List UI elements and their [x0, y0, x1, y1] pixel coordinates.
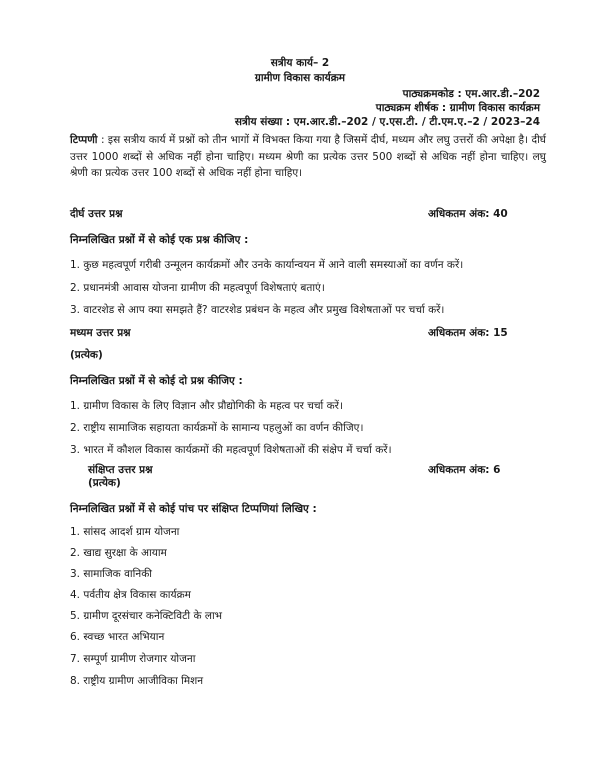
course-title: पाठ्यक्रम शीर्षक : ग्रामीण विकास कार्यक्रम	[375, 102, 540, 114]
note-paragraph	[70, 132, 546, 182]
medium-section-title: मध्यम उत्तर प्रश्न	[70, 327, 131, 339]
long-section-instruction: निम्नलिखित प्रश्नों में से कोई एक प्रश्न कीजिए :	[70, 234, 249, 246]
long-question-2: 2. प्रधानमंत्री आवास योजना ग्रामीण की महत्वपूर्ण विशेषताएं बताएं।	[70, 282, 325, 294]
assignment-heading: सत्रीय कार्य– 2	[270, 57, 330, 69]
medium-section-marks: अधिकतम अंक: 15	[428, 327, 508, 339]
short-section-title: संक्षिप्त उत्तर प्रश्न	[88, 464, 153, 476]
medium-section-instruction: निम्नलिखित प्रश्नों में से कोई दो प्रश्न कीजिए :	[70, 375, 243, 387]
short-section-each: (प्रत्येक)	[88, 477, 121, 489]
short-question-4: 4. पर्वतीय क्षेत्र विकास कार्यक्रम	[70, 589, 191, 601]
program-title: ग्रामीण विकास कार्यक्रम	[254, 72, 346, 84]
short-question-5: 5. ग्रामीण दूरसंचार कनेक्टिविटी के लाभ	[70, 610, 223, 622]
short-question-7: 7. सम्पूर्ण ग्रामीण रोजगार योजना	[70, 653, 196, 665]
medium-section-each: (प्रत्येक)	[70, 349, 103, 361]
medium-question-3: 3. भारत में कौशल विकास कार्यक्रमों की महत्वपूर्ण विशेषताओं की संक्षेप में चर्चा करें।	[70, 444, 392, 456]
short-question-3: 3. सामाजिक वानिकी	[70, 568, 152, 580]
short-question-2: 2. खाद्य सुरक्षा के आयाम	[70, 547, 167, 559]
short-question-6: 6. स्वच्छ भारत अभियान	[70, 631, 165, 643]
note-text: : इस सत्रीय कार्य में प्रश्नों को तीन भागों में विभक्त किया गया है जिसमें दीर्घ, मध्यम और लघु उत्तरों की अपेक्षा है। दीर्घ उत्तर 1000 शब्दों से अधिक नहीं होना चाहिए। मध्यम श्रेणी का प्रत्येक उत्तर 500 शब्दों से अधिक नहीं होना चाहिए। लघु श्रेणी का प्रत्येक उत्तर 100 शब्दों से अधिक नहीं होना चाहिए।	[70, 134, 546, 179]
long-question-1: 1. कुछ महत्वपूर्ण गरीबी उन्मूलन कार्यक्रमों और उनके कार्यान्वयन में आने वाली समस्याओं का वर्णन करें।	[70, 259, 464, 271]
short-question-1: 1. सांसद आदर्श ग्राम योजना	[70, 526, 180, 538]
assignment-number: सत्रीय संख्या : एम.आर.डी.–202 / ए.एस.टी. / टी.एम.ए.–2 / 2023–24	[234, 116, 540, 128]
long-question-3: 3. वाटरशेड से आप क्या समझते हैं? वाटरशेड प्रबंधन के महत्व और प्रमुख विशेषताओं पर चर्चा करें।	[70, 304, 445, 316]
short-question-8: 8. राष्ट्रीय ग्रामीण आजीविका मिशन	[70, 675, 204, 687]
course-code: पाठ्यक्रमकोड : एम.आर.डी.–202	[402, 88, 540, 100]
note-label: टिप्पणी	[70, 134, 98, 146]
long-section-marks: अधिकतम अंक: 40	[428, 208, 508, 220]
short-section-marks: अधिकतम अंक: 6	[428, 464, 501, 476]
short-section-instruction: निम्नलिखित प्रश्नों में से कोई पांच पर संक्षिप्त टिप्पणियां लिखिए :	[70, 503, 317, 515]
medium-question-1: 1. ग्रामीण विकास के लिए विज्ञान और प्रौद्योगिकी के महत्व पर चर्चा करें।	[70, 400, 343, 412]
long-section-title: दीर्घ उत्तर प्रश्न	[70, 208, 123, 220]
medium-question-2: 2. राष्ट्रीय सामाजिक सहायता कार्यक्रमों के सामान्य पहलुओं का वर्णन कीजिए।	[70, 422, 364, 434]
